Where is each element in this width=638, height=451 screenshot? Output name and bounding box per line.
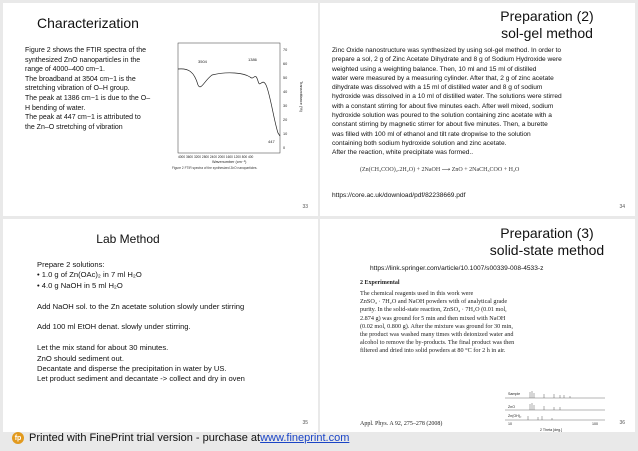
text-line: • 1.0 g of Zn(OAc)₂ in 7 ml H₂O: [37, 270, 142, 280]
slide-text: [25, 46, 175, 132]
x-ticks: 4000 3600 3200 2800 2400 2000 1600 1200 800 400: [178, 155, 254, 159]
text-line: constant stirring by magnetic stirrer for about five minutes. Then, a burette: [332, 121, 548, 129]
svg-text:10: 10: [283, 132, 288, 136]
text-line: The peak at 447 cm−1 is attributed to: [25, 114, 141, 122]
title-line: solid-state method: [489, 242, 605, 258]
slide-text: [37, 260, 317, 385]
text-line: The broadband at 3504 cm−1 is the: [25, 75, 136, 83]
slide-title: Characterization: [37, 15, 139, 31]
xrd-figure: [500, 389, 610, 432]
peak-label: 447: [268, 139, 275, 144]
title-line: Preparation (2): [500, 8, 594, 24]
slide-title: [477, 8, 617, 42]
excerpt-line: The chemical reagents used in this work were: [360, 290, 474, 297]
excerpt-line: ZnSO₄ · 7H₂O and NaOH powders with of analytical grade: [360, 298, 508, 306]
figure-caption: Figure 2 FTIR spectra of the synthesized ZnO nanoparticles.: [172, 166, 258, 170]
svg-text:0: 0: [283, 146, 286, 150]
text-line: Decantate and disperse the precipitation in water by US.: [37, 364, 227, 374]
title-line: Preparation (3): [500, 225, 594, 241]
text-line: the Zn–O stretching of vibration: [25, 123, 123, 131]
reaction-equation: (Zn(CH₃COO)₂.2H₂O) + 2NaOH ⟶ ZnO + 2NaCH₃COO + H₂O: [360, 167, 520, 173]
svg-text:40: 40: [283, 90, 288, 94]
x-tick: 100: [592, 422, 598, 426]
footer-text: Printed with FinePrint trial version - purchase at: [29, 432, 261, 444]
slide-36: [320, 219, 635, 432]
paper-excerpt: [360, 290, 590, 356]
text-line: [37, 291, 317, 301]
svg-text:60: 60: [283, 62, 288, 66]
excerpt-line: the product was washed many times with deionized water and: [360, 331, 514, 339]
source-url[interactable]: https://link.springer.com/article/10.1007/s00339-008-4533-z: [370, 265, 544, 272]
text-line: stretching vibration of O–H group.: [25, 85, 130, 93]
slide-33: [3, 3, 318, 216]
excerpt-line: 2.874 g) was ground for 5 min and then mixed with NaOH: [360, 314, 506, 322]
xrd-chart: [500, 389, 610, 432]
text-line: range of 4000–400 cm−1.: [25, 66, 105, 74]
ftir-chart: [168, 41, 318, 171]
xrd-series-label: Sample: [508, 392, 521, 396]
text-line: water were measured by a measuring cylinder. After that, 2 g of zinc acetate: [332, 74, 554, 82]
slide-number: 33: [302, 204, 308, 210]
slide-number: 36: [619, 420, 625, 426]
excerpt-line: alcohol to remove the by-products. The final product was then: [360, 339, 515, 347]
x-axis-label: Wavenumber (cm⁻¹): [212, 160, 247, 164]
slide-text: [332, 46, 632, 158]
text-line: hydroxide solution was poured to the solution containing zinc acetate with a: [332, 112, 552, 120]
text-line: H bending of water.: [25, 104, 86, 112]
excerpt-line: (0.02 mol, 0.800 g). After the mixture was ground for 30 min,: [360, 322, 513, 330]
section-heading: 2 Experimental: [360, 280, 400, 286]
x-tick: 10: [508, 422, 512, 426]
xrd-series-label: ZnO: [508, 405, 515, 409]
excerpt-line: filtered and dried into solid powders at 80 °C for 2 h in air.: [360, 347, 506, 355]
text-line: Add NaOH sol. to the Zn acetate solution slowly under stirring: [37, 301, 245, 311]
text-line: [37, 312, 317, 322]
peak-label: 3504: [198, 59, 207, 64]
peak-label: 1386: [248, 57, 257, 62]
text-line: [37, 333, 317, 343]
text-line: dihydrate was dissolved with a 15 ml of distilled water and 8 g of sodium: [332, 84, 543, 92]
text-line: After the reaction, white precipitate was formed..: [332, 149, 474, 157]
spectrum-line: [178, 69, 280, 136]
citation: Appl. Phys. A 92, 275–278 (2008): [360, 421, 443, 427]
text-line: Figure 2 shows the FTIR spectra of the: [25, 47, 146, 54]
slide-number: 35: [302, 420, 308, 426]
y-axis-label: Transmittance (%): [299, 81, 303, 112]
slide-title: Lab Method: [96, 232, 160, 246]
y-ticks: [283, 48, 287, 150]
text-line: weighted using a weighting balance. Then, 10 ml and 15 ml of distilled: [332, 65, 537, 73]
text-line: was filled with 100 ml of ethanol and tilt rate dropwise to the solution: [332, 130, 531, 138]
svg-text:20: 20: [283, 118, 288, 122]
text-line: prepare a sol, 2 g of Zinc Acetate Dihydrate and 8 g of Sodium Hydroxide were: [332, 56, 562, 64]
slide-number: 34: [619, 204, 625, 210]
slide-title: [477, 225, 617, 259]
excerpt-line: purity. In the solid-state reaction, ZnSO₄ · 7H₂O (0.01 mol,: [360, 306, 507, 314]
svg-text:50: 50: [283, 76, 288, 80]
text-line: • 4.0 g NaOH in 5 ml H₂O: [37, 280, 123, 290]
text-line: with a constant stirring for about five minutes each. After well mixed, sodium: [332, 102, 554, 110]
title-line: sol-gel method: [501, 25, 593, 41]
xrd-zno-peaks: [530, 403, 560, 410]
xrd-series-label: Zn(OH)₂: [508, 414, 522, 418]
text-line: containing both sodium hydroxide solution and zinc acetate.: [332, 139, 507, 147]
text-line: The peak at 1386 cm−1 is due to the O–: [25, 94, 151, 102]
text-line: ZnO should sediment out.: [37, 353, 124, 363]
text-line: Let product sediment and decantate -> collect and dry in oven: [37, 374, 245, 384]
svg-text:30: 30: [283, 104, 288, 108]
footer: [12, 432, 349, 444]
text-line: Zinc Oxide nanostructure was synthesized by using sol-gel method. In order to: [332, 47, 562, 54]
slide-34: [320, 3, 635, 216]
xrd-znoh-peaks: [528, 416, 552, 420]
text-line: synthesized ZnO nanoparticles in the: [25, 56, 141, 64]
svg-text:70: 70: [283, 48, 288, 52]
text-line: Add 100 ml EtOH denat. slowly under stirring.: [37, 322, 191, 332]
slide-35: [3, 219, 318, 432]
text-line: Let the mix stand for about 30 minutes.: [37, 343, 169, 353]
ftir-figure: [168, 41, 318, 171]
fineprint-logo-icon: fp: [12, 432, 24, 444]
x-axis-label: 2 Theta [deg.]: [540, 428, 563, 432]
fineprint-link[interactable]: www.fineprint.com: [260, 432, 350, 444]
text-line: Prepare 2 solutions:: [37, 260, 105, 269]
text-line: hydroxide was dissolved in a 10 ml of distilled water. The solutions were stirred: [332, 93, 562, 101]
xrd-sample-peaks: [530, 391, 570, 398]
source-url[interactable]: https://core.ac.uk/download/pdf/82238669.pdf: [332, 192, 466, 199]
plot-frame: [178, 43, 280, 153]
